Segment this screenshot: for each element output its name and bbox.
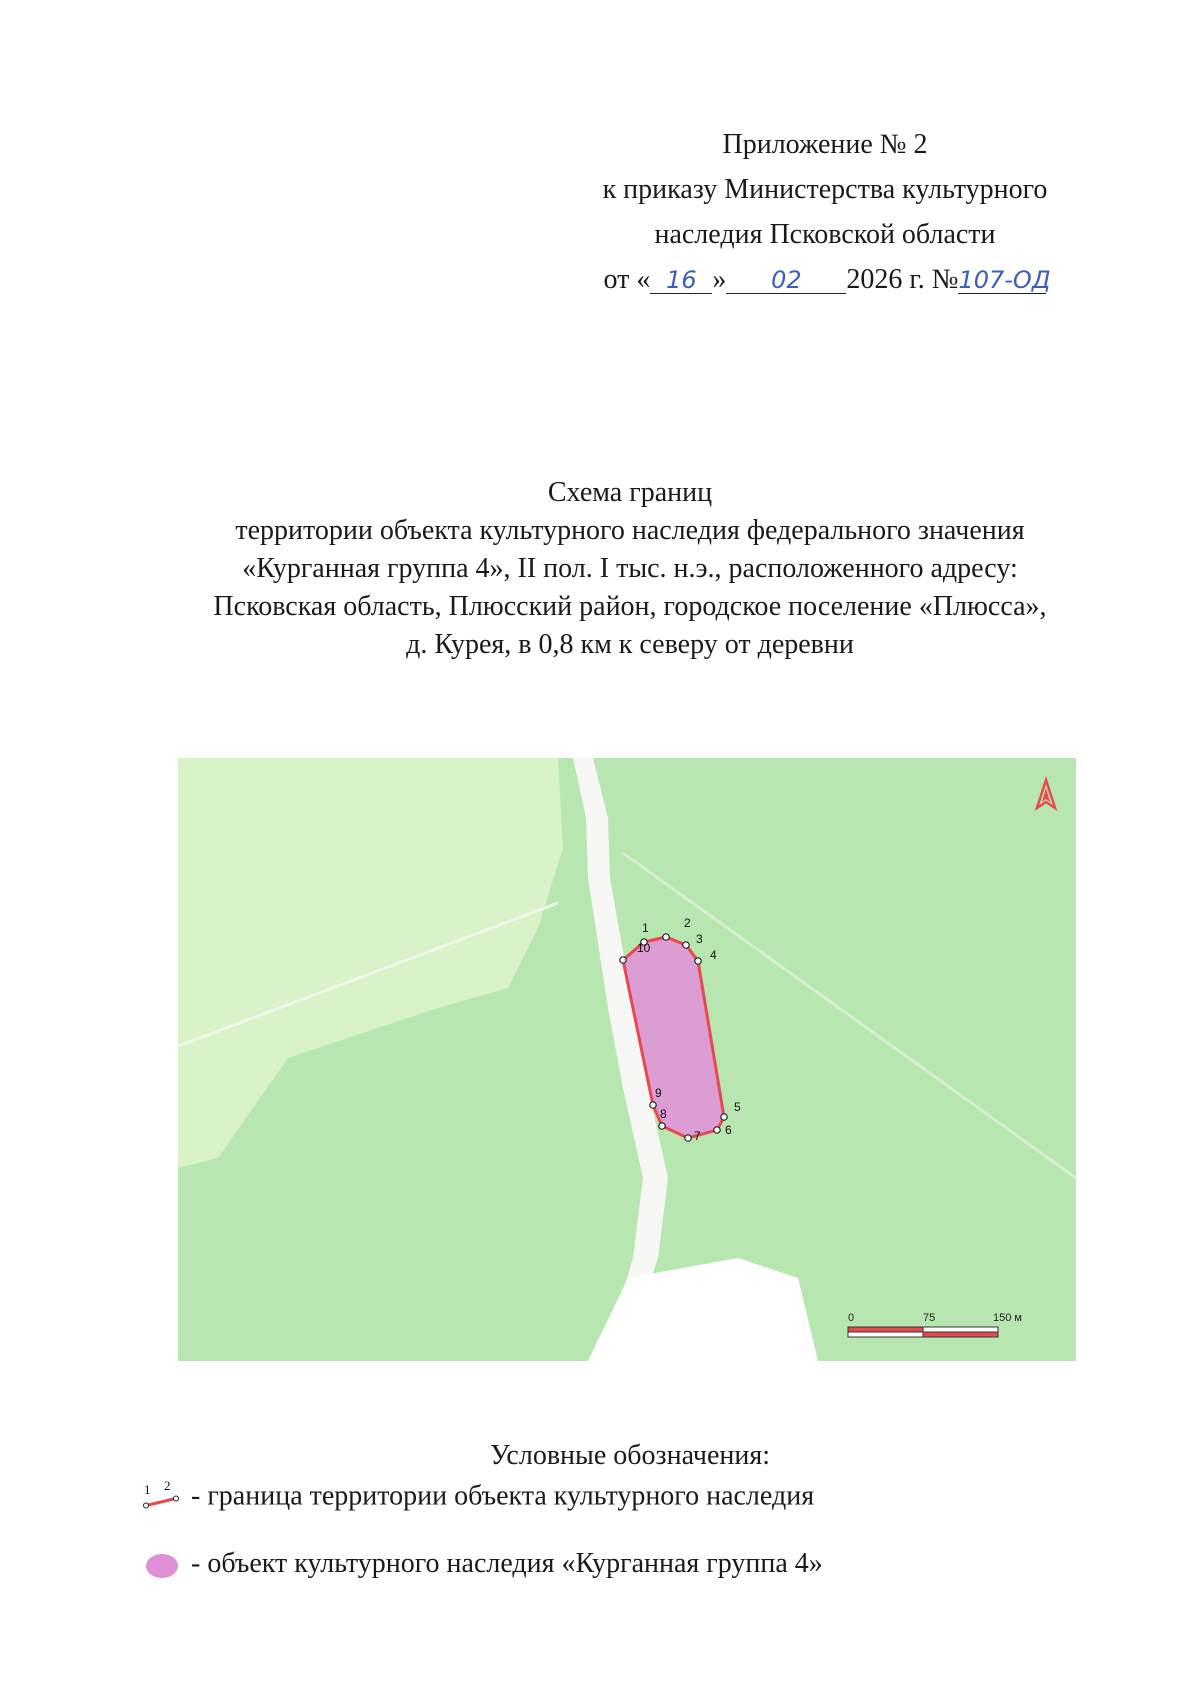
legend-object-label: - объект культурного наследия «Курганная группа 4» [191, 1548, 823, 1579]
boundary-point-label-2: 2 [684, 916, 691, 930]
scale-label-75: 75 [923, 1312, 936, 1324]
document-title [130, 474, 1130, 664]
date-prefix: от « [603, 264, 651, 295]
boundary-point-label-7: 7 [694, 1129, 701, 1143]
legend-title: Условные обозначения: [489, 1440, 771, 1471]
boundary-point-3 [683, 942, 689, 948]
boundary-point-4 [695, 958, 701, 964]
scale-label-150: 150 м [993, 1312, 1022, 1324]
boundary-sym-2: 2 [164, 1480, 171, 1493]
month-field [726, 265, 846, 294]
boundary-line-icon [140, 1480, 184, 1516]
boundary-point-label-4: 4 [710, 948, 717, 962]
appendix-order-ref: к приказу Министерства культурного [602, 174, 1048, 205]
appendix-ministry: наследия Псковской области [654, 219, 996, 250]
boundary-point-label-8: 8 [660, 1107, 667, 1121]
title-line-5: д. Курея, в 0,8 км к северу от деревни [406, 629, 854, 660]
boundary-point-5 [721, 1114, 727, 1120]
number-field [958, 265, 1051, 294]
boundary-point-2 [663, 934, 669, 940]
title-line-2: территории объекта культурного наследия федерального значения [235, 515, 1025, 546]
boundary-point-8 [659, 1123, 665, 1129]
map-svg [178, 758, 1076, 1361]
legend-boundary [140, 1480, 814, 1516]
month-value: 02 [771, 266, 802, 294]
year-text: 2026 г. № [846, 264, 959, 295]
day-value: 16 [666, 266, 697, 294]
appendix-date-line [560, 257, 1090, 302]
boundary-point-10 [620, 957, 626, 963]
appendix-header [560, 122, 1090, 302]
scale-label-0: 0 [848, 1312, 855, 1324]
boundary-point-6 [714, 1127, 720, 1133]
day-field [650, 265, 712, 294]
boundary-map [178, 758, 1076, 1361]
boundary-point-label-3: 3 [696, 932, 703, 946]
title-line-4: Псковская область, Плюсский район, городское поселение «Плюсса», [213, 591, 1047, 622]
legend-boundary-label: - граница территории объекта культурного наследия [191, 1480, 815, 1512]
title-line-3: «Курганная группа 4», II пол. I тыс. н.э., расположенного адресу: [242, 553, 1018, 584]
boundary-point-label-1: 1 [642, 921, 649, 935]
boundary-point-label-5: 5 [734, 1100, 741, 1114]
boundary-point-9 [650, 1102, 656, 1108]
appendix-number: Приложение № 2 [722, 129, 928, 160]
boundary-point-label-6: 6 [725, 1123, 732, 1137]
boundary-point-label-9: 9 [655, 1086, 662, 1100]
order-number: 107-ОД [958, 266, 1051, 294]
object-ellipse-icon [140, 1551, 184, 1581]
boundary-point-7 [685, 1135, 691, 1141]
boundary-point-label-10: 10 [637, 941, 651, 955]
quote-close: » [712, 264, 727, 295]
title-line-1: Схема границ [547, 477, 713, 508]
boundary-sym-1: 1 [144, 1482, 151, 1497]
legend-object [140, 1548, 823, 1581]
